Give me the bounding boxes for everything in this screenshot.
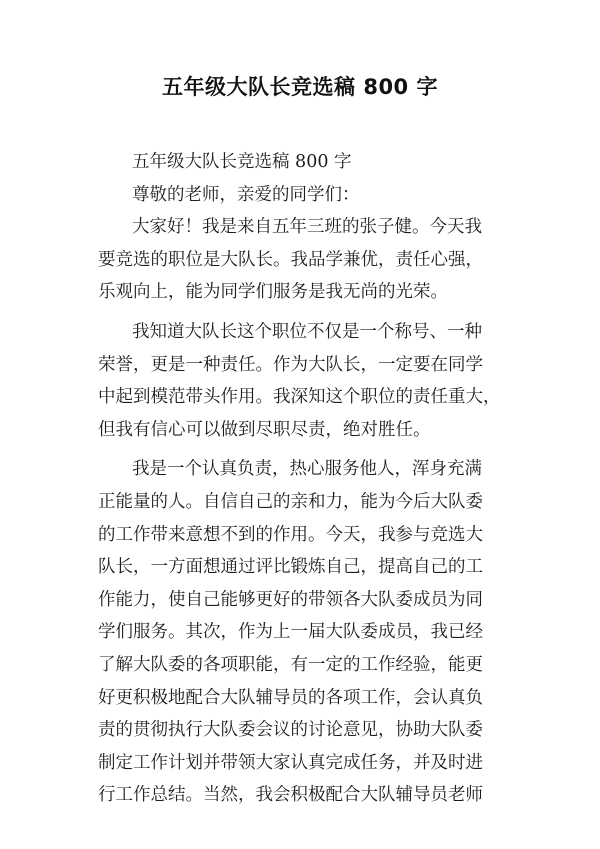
document-body <box>98 146 508 812</box>
body-line: 乐观向上，能为同学们服务是我无尚的光荣。 <box>98 282 448 303</box>
body-line: 但我有信心可以做到尽职尽责，绝对胜任。 <box>98 419 431 440</box>
body-line: 要竞选的职位是大队长。我品学兼优，责任心强， <box>98 249 483 270</box>
body-line: 制定工作计划并带领大家认真完成任务，并及时进 <box>98 752 483 773</box>
body-line: 了解大队委的各项职能，有一定的工作经验，能更 <box>98 654 483 675</box>
body-line: 学们服务。其次，作为上一届大队委成员，我已经 <box>98 622 483 643</box>
document-title: 五年级大队长竞选稿 800 字 <box>162 75 438 99</box>
body-line: 荣誉，更是一种责任。作为大队长，一定要在同学 <box>98 354 483 375</box>
body-line: 责的贯彻执行大队委会议的讨论意见，协助大队委 <box>98 720 483 741</box>
body-line: 我知道大队长这个职位不仅是一个称号、一种 <box>132 321 482 342</box>
body-line: 队长，一方面想通过评比锻炼自己，提高自己的工 <box>98 557 483 578</box>
body-line: 中起到模范带头作用。我深知这个职位的责任重大， <box>98 387 501 408</box>
body-line: 的工作带来意想不到的作用。今天，我参与竞选大 <box>98 524 483 545</box>
body-line: 五年级大队长竞选稿 800 字 <box>132 152 352 172</box>
body-line: 作能力，使自己能够更好的带领各大队委成员为同 <box>98 589 483 610</box>
body-line: 行工作总结。当然，我会积极配合大队辅导员老师 <box>98 785 483 806</box>
body-line: 正能量的人。自信自己的亲和力，能为今后大队委 <box>98 491 483 512</box>
body-line: 大家好！我是来自五年三班的张子健。今天我 <box>132 217 482 238</box>
body-line: 尊敬的老师，亲爱的同学们： <box>132 184 360 205</box>
body-line: 我是一个认真负责，热心服务他人，浑身充满 <box>132 459 482 480</box>
body-line: 好更积极地配合大队辅导员的各项工作，会认真负 <box>98 687 483 708</box>
